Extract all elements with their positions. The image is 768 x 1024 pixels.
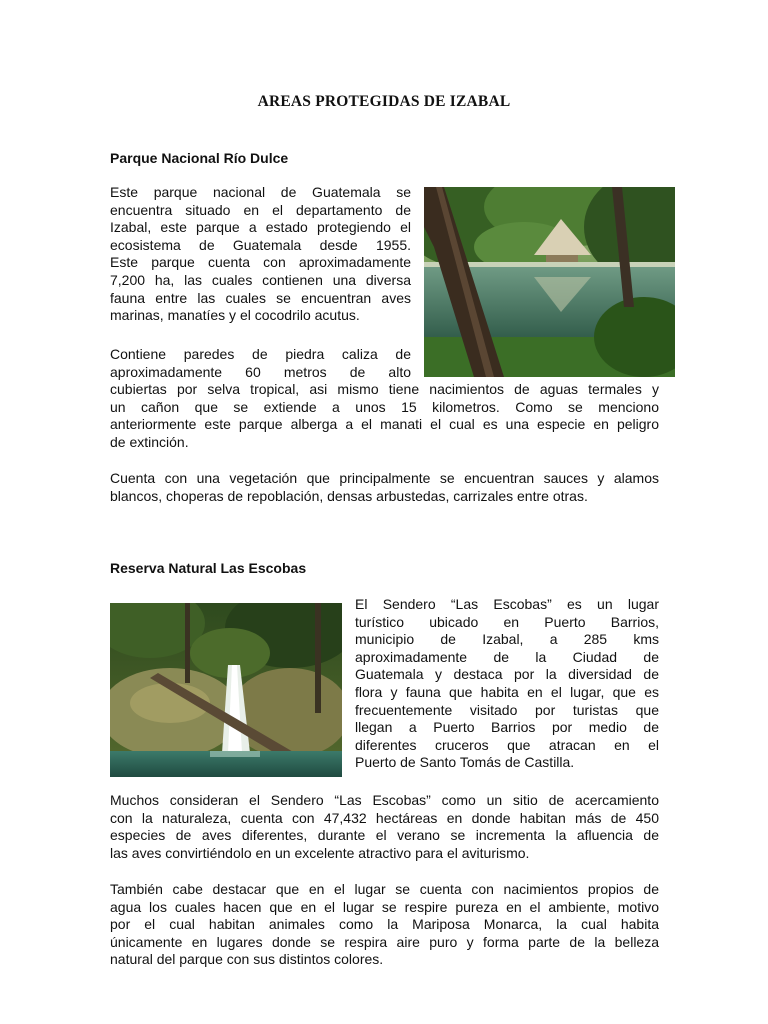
section-heading-rio-dulce: Parque Nacional Río Dulce xyxy=(110,150,289,166)
text-line: por el cual habitan animales como la Mariposa Monarca, la cual habita xyxy=(110,916,659,933)
text-line: ecosistema de Guatemala desde 1955. xyxy=(110,236,411,253)
text-line: Cuenta con una vegetación que principalmente se encuentran sauces y alamos xyxy=(110,470,659,486)
text-line: frecuentemente visitado por turistas que xyxy=(355,701,659,718)
paragraph xyxy=(110,470,659,505)
text-line: especies de aves diferentes, durante el verano se incrementa la afluencia de xyxy=(110,827,659,844)
text-line: Contiene paredes de piedra caliza de xyxy=(110,346,411,362)
text-line: anteriormente este parque alberga a el manati el cual es una especie en peligro xyxy=(110,416,659,433)
text-line: También cabe destacar que en el lugar se cuenta con nacimientos propios de xyxy=(110,881,659,897)
text-line: agua los cuales hacen que en el lugar se respire pureza en el ambiente, motivo xyxy=(110,898,659,915)
text-line: blancos, choperas de repoblación, densas arbustedas, carrizales entre otras. xyxy=(110,487,588,504)
text-line: aproximadamente de la Ciudad de xyxy=(355,648,659,665)
river-park-photo xyxy=(424,187,675,377)
text-line: municipio de Izabal, a 285 kms xyxy=(355,631,659,648)
text-line: fauna entre las cuales se encuentran aves xyxy=(110,289,411,306)
paragraph xyxy=(110,881,659,969)
text-line: diferentes cruceros que atracan en el xyxy=(355,736,659,753)
text-line: encuentra situado en el departamento de xyxy=(110,201,411,218)
section-heading-las-escobas: Reserva Natural Las Escobas xyxy=(110,560,307,576)
document-title: AREAS PROTEGIDAS DE IZABAL xyxy=(257,93,511,110)
text-line: un cañon que se extiende a unos 15 kilometros. Como se menciono xyxy=(110,398,659,415)
paragraph xyxy=(355,596,659,772)
text-line: Izabal, este parque a estado protegiendo el xyxy=(110,219,411,236)
text-line: cubiertas por selva tropical, asi mismo tiene nacimientos de aguas termales y xyxy=(110,381,659,398)
text-line: natural del parque con sus distintos colores. xyxy=(110,951,384,968)
text-line: Guatemala y destaca por la diversidad de xyxy=(355,666,659,683)
text-line: Puerto de Santo Tomás de Castilla. xyxy=(355,754,575,771)
text-line: Este parque cuenta con aproximadamente xyxy=(110,254,411,271)
text-line: con la naturaleza, cuenta con 47,432 hectáreas en donde habitan más de 450 xyxy=(110,809,659,826)
text-line: Este parque nacional de Guatemala se xyxy=(110,184,411,200)
paragraph xyxy=(110,346,659,452)
text-line: flora y fauna que habita en el lugar, que es xyxy=(355,683,659,700)
paragraph xyxy=(110,184,411,325)
text-line: marinas, manatíes y el cocodrilo acutus. xyxy=(110,307,360,324)
text-line: aproximadamente 60 metros de alto xyxy=(110,363,411,380)
text-line: Muchos consideran el Sendero “Las Escobas” como un sitio de acercamiento xyxy=(110,792,659,808)
text-line: únicamente en lugares donde se respira aire puro y forma parte de la belleza xyxy=(110,933,659,950)
paragraph xyxy=(110,792,659,862)
text-line: de extinción. xyxy=(110,433,189,450)
text-line: El Sendero “Las Escobas” es un lugar xyxy=(355,596,659,612)
text-line: turístico ubicado en Puerto Barrios, xyxy=(355,613,659,630)
text-line: las aves convirtiéndolo en un excelente atractivo para el aviturismo. xyxy=(110,844,530,861)
text-line: llegan a Puerto Barrios por medio de xyxy=(355,719,659,736)
waterfall-photo xyxy=(110,603,342,777)
text-line: 7,200 ha, las cuales contienen una diversa xyxy=(110,271,411,288)
